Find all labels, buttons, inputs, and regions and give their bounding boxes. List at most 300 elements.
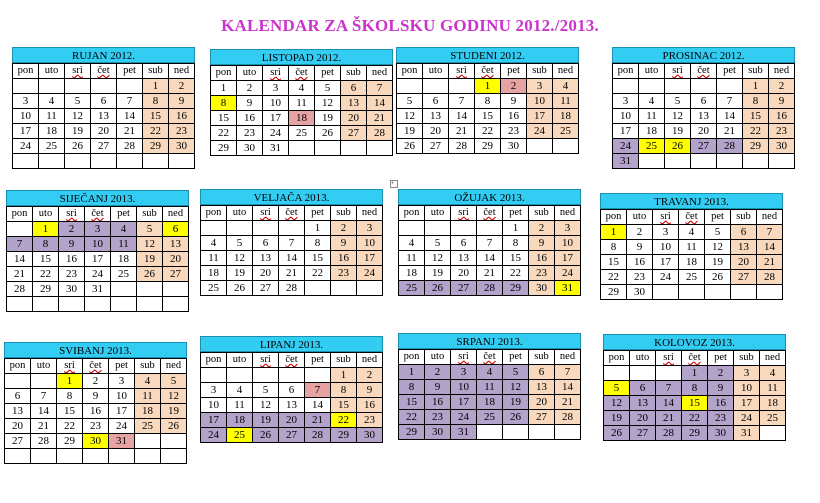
day-cell: 31 — [451, 425, 477, 440]
day-cell: 25 — [201, 281, 227, 296]
day-cell — [227, 368, 253, 383]
day-cell: 12 — [65, 109, 91, 124]
weekday-header: čet — [83, 359, 109, 374]
day-cell: 12 — [665, 109, 691, 124]
day-cell: 27 — [5, 434, 31, 449]
day-cell: 2 — [529, 221, 555, 236]
day-cell: 21 — [7, 267, 33, 282]
day-cell: 12 — [227, 251, 253, 266]
day-cell: 16 — [237, 111, 263, 126]
day-cell: 31 — [613, 154, 639, 169]
day-cell: 15 — [33, 252, 59, 267]
day-cell — [65, 79, 91, 94]
weekday-header: sub — [527, 64, 553, 79]
day-cell: 11 — [760, 381, 786, 396]
month-title: PROSINAC 2012. — [612, 47, 795, 63]
day-cell: 27 — [91, 139, 117, 154]
day-cell: 2 — [237, 81, 263, 96]
day-cell: 7 — [31, 389, 57, 404]
day-cell: 25 — [135, 419, 161, 434]
day-cell: 20 — [341, 111, 367, 126]
day-cell: 13 — [451, 251, 477, 266]
week-row — [397, 139, 579, 154]
day-cell: 28 — [717, 139, 743, 154]
day-cell — [201, 368, 227, 383]
day-cell: 1 — [601, 225, 627, 240]
weekday-header: uto — [425, 350, 451, 365]
weekday-header: ned — [757, 210, 783, 225]
weekday-header: sri — [449, 64, 475, 79]
day-cell: 27 — [630, 426, 656, 441]
weekday-header: pet — [305, 206, 331, 221]
week-row — [7, 282, 189, 297]
day-cell: 26 — [253, 428, 279, 443]
day-cell: 6 — [91, 94, 117, 109]
day-cell: 11 — [639, 109, 665, 124]
month-grid — [200, 352, 383, 443]
weekday-header: pet — [501, 64, 527, 79]
day-cell: 14 — [656, 396, 682, 411]
day-cell: 24 — [555, 266, 581, 281]
weekday-header: uto — [237, 66, 263, 81]
day-cell: 5 — [315, 81, 341, 96]
day-cell: 26 — [604, 426, 630, 441]
day-cell: 8 — [743, 94, 769, 109]
month-calendar — [200, 189, 383, 296]
week-row — [604, 411, 786, 426]
month-calendar — [600, 193, 783, 300]
day-cell: 31 — [263, 141, 289, 156]
week-row — [399, 236, 581, 251]
day-cell: 27 — [529, 410, 555, 425]
weekday-header: pon — [211, 66, 237, 81]
week-row — [604, 381, 786, 396]
day-cell: 8 — [682, 381, 708, 396]
day-cell: 17 — [613, 124, 639, 139]
day-cell: 1 — [211, 81, 237, 96]
day-cell: 24 — [263, 126, 289, 141]
day-cell: 27 — [691, 139, 717, 154]
day-cell: 9 — [83, 389, 109, 404]
day-cell: 14 — [367, 96, 393, 111]
day-cell: 11 — [135, 389, 161, 404]
day-cell — [305, 281, 331, 296]
day-cell: 22 — [475, 124, 501, 139]
day-cell: 14 — [555, 380, 581, 395]
weekday-header: sri — [653, 210, 679, 225]
day-cell: 8 — [503, 236, 529, 251]
weekday-header: sub — [331, 353, 357, 368]
day-cell: 20 — [5, 419, 31, 434]
day-cell: 4 — [399, 236, 425, 251]
day-cell: 17 — [85, 252, 111, 267]
day-cell: 20 — [91, 124, 117, 139]
week-row — [211, 141, 393, 156]
day-cell — [161, 434, 187, 449]
week-row — [13, 124, 195, 139]
month-calendar — [12, 47, 195, 169]
day-cell: 18 — [679, 255, 705, 270]
day-cell — [279, 368, 305, 383]
day-cell — [83, 449, 109, 464]
day-cell: 4 — [760, 366, 786, 381]
week-row — [613, 79, 795, 94]
day-cell — [31, 374, 57, 389]
day-cell — [137, 297, 163, 312]
weekday-header: pet — [117, 64, 143, 79]
week-row — [201, 413, 383, 428]
day-cell: 16 — [529, 251, 555, 266]
day-cell: 11 — [477, 380, 503, 395]
table-move-handle-icon[interactable]: + — [390, 180, 398, 188]
day-cell — [13, 79, 39, 94]
day-cell: 14 — [477, 251, 503, 266]
day-cell: 17 — [734, 396, 760, 411]
day-cell: 3 — [451, 365, 477, 380]
day-cell — [135, 434, 161, 449]
weekday-header: ned — [357, 353, 383, 368]
day-cell: 15 — [682, 396, 708, 411]
day-cell: 16 — [169, 109, 195, 124]
weekday-header: uto — [39, 64, 65, 79]
day-cell: 1 — [143, 79, 169, 94]
day-cell: 7 — [477, 236, 503, 251]
month-grid — [6, 206, 189, 312]
day-cell: 29 — [33, 282, 59, 297]
day-cell: 24 — [13, 139, 39, 154]
day-cell: 2 — [425, 365, 451, 380]
week-row — [5, 404, 187, 419]
weekday-header: uto — [31, 359, 57, 374]
weekday-header: sub — [529, 206, 555, 221]
weekday-header: pon — [601, 210, 627, 225]
day-cell: 8 — [143, 94, 169, 109]
month-title: KOLOVOZ 2013. — [603, 334, 786, 350]
day-cell: 28 — [367, 126, 393, 141]
day-cell: 13 — [341, 96, 367, 111]
weekday-header: pon — [613, 64, 639, 79]
week-row — [13, 94, 195, 109]
day-cell: 3 — [85, 222, 111, 237]
day-cell: 8 — [211, 96, 237, 111]
day-cell: 19 — [425, 266, 451, 281]
day-cell — [111, 282, 137, 297]
day-cell: 23 — [83, 419, 109, 434]
week-row — [601, 270, 783, 285]
day-cell: 15 — [143, 109, 169, 124]
weekday-header: uto — [630, 351, 656, 366]
day-cell: 13 — [91, 109, 117, 124]
week-row — [201, 398, 383, 413]
month-grid — [396, 63, 579, 154]
month-title: STUDENI 2012. — [396, 47, 579, 63]
day-cell: 1 — [475, 79, 501, 94]
day-cell: 7 — [305, 383, 331, 398]
week-row — [601, 240, 783, 255]
day-cell: 3 — [555, 221, 581, 236]
day-cell: 8 — [57, 389, 83, 404]
weekday-header: sri — [253, 353, 279, 368]
month-grid — [210, 65, 393, 156]
day-cell: 22 — [601, 270, 627, 285]
day-cell: 4 — [201, 236, 227, 251]
day-cell: 17 — [13, 124, 39, 139]
day-cell — [39, 154, 65, 169]
day-cell — [305, 368, 331, 383]
day-cell — [253, 221, 279, 236]
day-cell: 20 — [529, 395, 555, 410]
week-row — [5, 374, 187, 389]
day-cell — [85, 297, 111, 312]
weekday-header: pet — [708, 351, 734, 366]
day-cell — [679, 285, 705, 300]
day-cell — [315, 141, 341, 156]
day-cell: 18 — [760, 396, 786, 411]
day-cell: 24 — [653, 270, 679, 285]
day-cell: 7 — [449, 94, 475, 109]
day-cell: 26 — [161, 419, 187, 434]
day-cell: 29 — [475, 139, 501, 154]
week-row — [13, 154, 195, 169]
day-cell: 28 — [555, 410, 581, 425]
day-cell: 28 — [31, 434, 57, 449]
day-cell: 23 — [501, 124, 527, 139]
weekday-header: čet — [682, 351, 708, 366]
day-cell: 5 — [665, 94, 691, 109]
day-cell — [135, 449, 161, 464]
day-cell: 21 — [555, 395, 581, 410]
day-cell — [425, 221, 451, 236]
day-cell — [613, 79, 639, 94]
day-cell: 7 — [717, 94, 743, 109]
day-cell — [163, 297, 189, 312]
day-cell: 30 — [59, 282, 85, 297]
day-cell: 6 — [279, 383, 305, 398]
day-cell — [31, 449, 57, 464]
day-cell: 25 — [227, 428, 253, 443]
day-cell: 30 — [627, 285, 653, 300]
day-cell — [529, 425, 555, 440]
day-cell: 14 — [117, 109, 143, 124]
day-cell: 17 — [653, 255, 679, 270]
day-cell: 27 — [451, 281, 477, 296]
month-grid — [600, 209, 783, 300]
weekday-header: pon — [13, 64, 39, 79]
day-cell: 3 — [201, 383, 227, 398]
day-cell: 9 — [627, 240, 653, 255]
day-cell — [639, 154, 665, 169]
day-cell — [691, 79, 717, 94]
weekday-header: sub — [734, 351, 760, 366]
day-cell: 10 — [734, 381, 760, 396]
week-row — [7, 297, 189, 312]
day-cell — [201, 221, 227, 236]
day-cell — [5, 374, 31, 389]
day-cell: 20 — [691, 124, 717, 139]
weekday-header: čet — [691, 64, 717, 79]
weekday-header: uto — [33, 207, 59, 222]
day-cell: 19 — [137, 252, 163, 267]
day-cell: 9 — [769, 94, 795, 109]
day-cell: 15 — [331, 398, 357, 413]
day-cell: 26 — [315, 126, 341, 141]
day-cell: 25 — [39, 139, 65, 154]
day-cell: 12 — [253, 398, 279, 413]
day-cell: 31 — [555, 281, 581, 296]
week-row — [201, 236, 383, 251]
day-cell: 7 — [367, 81, 393, 96]
week-row — [399, 251, 581, 266]
weekday-header: sub — [331, 206, 357, 221]
day-cell: 15 — [399, 395, 425, 410]
day-cell: 28 — [305, 428, 331, 443]
weekday-header: čet — [477, 350, 503, 365]
day-cell: 11 — [399, 251, 425, 266]
day-cell: 5 — [397, 94, 423, 109]
day-cell: 29 — [601, 285, 627, 300]
day-cell — [109, 449, 135, 464]
weekday-header: pon — [201, 353, 227, 368]
day-cell: 5 — [227, 236, 253, 251]
week-row — [613, 94, 795, 109]
week-row — [399, 281, 581, 296]
weekday-header: ned — [769, 64, 795, 79]
week-row — [7, 267, 189, 282]
day-cell: 24 — [613, 139, 639, 154]
weekday-header: sri — [263, 66, 289, 81]
day-cell — [717, 79, 743, 94]
week-row — [13, 109, 195, 124]
day-cell — [760, 426, 786, 441]
day-cell: 30 — [237, 141, 263, 156]
day-cell: 17 — [527, 109, 553, 124]
day-cell: 18 — [201, 266, 227, 281]
month-title: SRPANJ 2013. — [398, 333, 581, 349]
day-cell: 11 — [553, 94, 579, 109]
day-cell: 10 — [109, 389, 135, 404]
weekday-header: pon — [201, 206, 227, 221]
day-cell: 21 — [279, 266, 305, 281]
weekday-header: ned — [163, 207, 189, 222]
day-cell: 23 — [357, 413, 383, 428]
weekday-header: uto — [425, 206, 451, 221]
day-cell: 20 — [423, 124, 449, 139]
day-cell: 13 — [163, 237, 189, 252]
day-cell — [423, 79, 449, 94]
week-row — [201, 266, 383, 281]
day-cell: 15 — [57, 404, 83, 419]
day-cell: 25 — [760, 411, 786, 426]
weekday-header: ned — [161, 359, 187, 374]
month-title: LISTOPAD 2012. — [210, 49, 393, 65]
week-row — [201, 281, 383, 296]
month-title: SIJEČANJ 2013. — [6, 190, 189, 206]
day-cell: 30 — [501, 139, 527, 154]
weekday-header: uto — [639, 64, 665, 79]
week-row — [211, 81, 393, 96]
day-cell: 21 — [31, 419, 57, 434]
day-cell: 23 — [331, 266, 357, 281]
week-row — [211, 96, 393, 111]
day-cell: 8 — [331, 383, 357, 398]
day-cell: 26 — [705, 270, 731, 285]
month-grid — [612, 63, 795, 169]
day-cell: 16 — [769, 109, 795, 124]
day-cell: 16 — [708, 396, 734, 411]
day-cell: 26 — [137, 267, 163, 282]
day-cell: 4 — [639, 94, 665, 109]
day-cell: 12 — [397, 109, 423, 124]
day-cell: 9 — [425, 380, 451, 395]
day-cell: 27 — [279, 428, 305, 443]
week-row — [201, 368, 383, 383]
weekday-header: pon — [604, 351, 630, 366]
day-cell: 1 — [33, 222, 59, 237]
week-row — [211, 111, 393, 126]
day-cell: 7 — [117, 94, 143, 109]
day-cell: 8 — [601, 240, 627, 255]
day-cell: 24 — [734, 411, 760, 426]
day-cell: 6 — [731, 225, 757, 240]
day-cell: 30 — [425, 425, 451, 440]
day-cell: 3 — [109, 374, 135, 389]
day-cell: 6 — [691, 94, 717, 109]
weekday-header: sri — [451, 206, 477, 221]
day-cell: 8 — [475, 94, 501, 109]
month-calendar — [398, 333, 581, 440]
day-cell: 9 — [237, 96, 263, 111]
day-cell: 31 — [85, 282, 111, 297]
day-cell: 30 — [357, 428, 383, 443]
week-row — [7, 252, 189, 267]
day-cell: 29 — [143, 139, 169, 154]
weekday-header: čet — [289, 66, 315, 81]
weekday-header: sub — [137, 207, 163, 222]
month-grid — [603, 350, 786, 441]
day-cell: 25 — [289, 126, 315, 141]
weekday-header: uto — [627, 210, 653, 225]
weekday-header: pon — [7, 207, 33, 222]
weekday-header: čet — [477, 206, 503, 221]
weekday-header: sub — [743, 64, 769, 79]
day-cell: 2 — [357, 368, 383, 383]
day-cell: 19 — [227, 266, 253, 281]
week-row — [604, 366, 786, 381]
day-cell: 23 — [627, 270, 653, 285]
day-cell: 28 — [117, 139, 143, 154]
day-cell: 27 — [423, 139, 449, 154]
week-row — [613, 109, 795, 124]
day-cell: 19 — [604, 411, 630, 426]
week-row — [13, 139, 195, 154]
day-cell — [161, 449, 187, 464]
day-cell: 22 — [503, 266, 529, 281]
day-cell: 29 — [743, 139, 769, 154]
day-cell: 6 — [529, 365, 555, 380]
day-cell: 10 — [451, 380, 477, 395]
day-cell: 30 — [708, 426, 734, 441]
day-cell: 5 — [705, 225, 731, 240]
day-cell — [553, 139, 579, 154]
day-cell: 15 — [305, 251, 331, 266]
day-cell: 21 — [117, 124, 143, 139]
day-cell: 3 — [613, 94, 639, 109]
day-cell: 9 — [169, 94, 195, 109]
week-row — [604, 396, 786, 411]
week-row — [211, 126, 393, 141]
day-cell: 8 — [305, 236, 331, 251]
day-cell: 22 — [33, 267, 59, 282]
